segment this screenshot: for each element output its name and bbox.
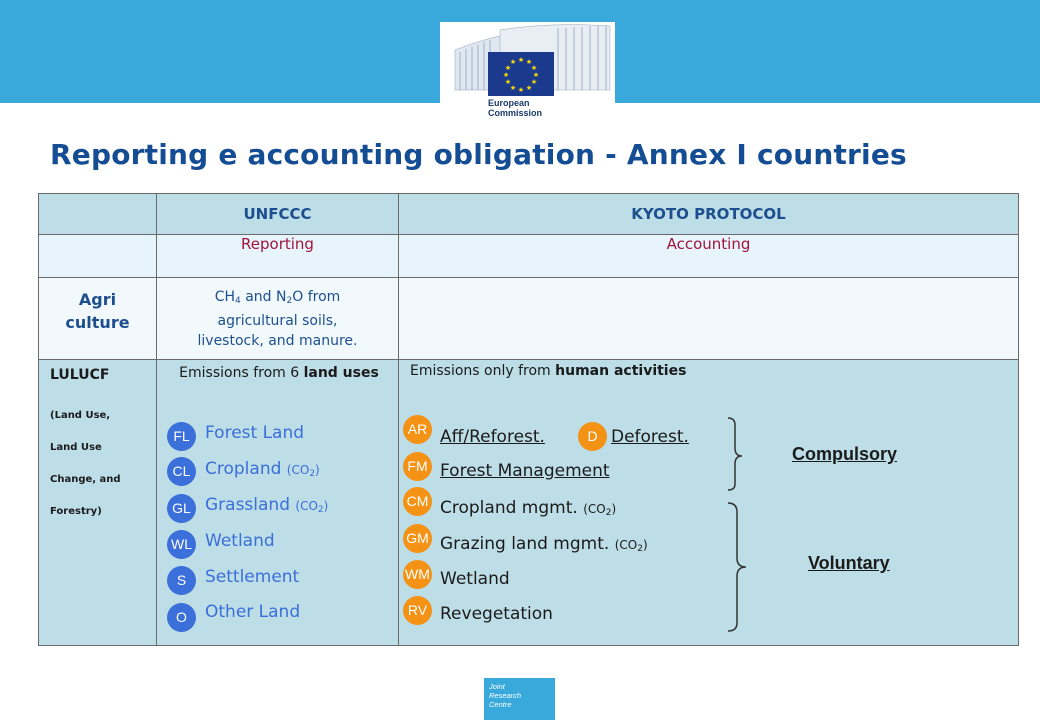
ec-logo-line1: European: [488, 98, 530, 108]
human-activities-heading: Emissions only from human activities: [410, 363, 687, 379]
lulucf-label: LULUCF: [50, 367, 110, 383]
voluntary-label: Voluntary: [808, 553, 890, 573]
badge-fm: FM: [403, 452, 432, 481]
svg-text:★: ★: [517, 86, 525, 94]
badge-d: D: [578, 422, 607, 451]
svg-text:★: ★: [509, 58, 517, 66]
ec-logo-line2: Commission: [488, 108, 543, 118]
land-use-grassland: Grassland $(CO_2)$: [205, 495, 329, 515]
header-unfccc: UNFCCC: [157, 194, 399, 235]
subheader-accounting: Accounting: [399, 235, 1019, 278]
badge-rv: RV: [403, 596, 432, 625]
agriculture-label: Agri culture: [39, 278, 157, 360]
badge-s: S: [167, 566, 196, 595]
land-use-wetland: Wetland: [205, 531, 275, 551]
subheader-reporting: Reporting: [157, 235, 399, 278]
land-use-settlement: Settlement: [205, 567, 300, 587]
badge-fl: FL: [167, 422, 196, 451]
lulucf-sublabel: (Land Use, Land Use Change, and Forestry): [50, 410, 121, 517]
svg-text:★: ★: [530, 64, 538, 72]
svg-text:★: ★: [530, 78, 538, 86]
land-use-cropland: Cropland $(CO_2)$: [205, 459, 320, 479]
svg-text:★: ★: [502, 71, 510, 79]
jrc-logo: Joint Research Centre: [484, 678, 555, 720]
activity-grazing-land-mgmt: Grazing land mgmt. $(CO_2)$: [440, 534, 648, 554]
svg-text:★: ★: [517, 56, 525, 64]
badge-gm: GM: [403, 524, 432, 553]
compulsory-label: Compulsory: [792, 444, 898, 464]
svg-text:★: ★: [509, 84, 517, 92]
svg-text:★: ★: [504, 78, 512, 86]
land-use-forest-land: Forest Land: [205, 423, 305, 443]
activity-deforest: Deforest.: [611, 427, 689, 447]
badge-cl: CL: [167, 457, 196, 486]
activity-wetland: Wetland: [440, 569, 510, 589]
agriculture-reporting-desc: $CH_4$ and $N_2O$ from agricultural soils, livestock, and manure.: [157, 278, 399, 360]
activity-aff-reforest: Aff/Reforest.: [440, 427, 545, 447]
svg-text:★: ★: [504, 64, 512, 72]
activity-forest-management: Forest Management: [440, 461, 610, 481]
land-use-other-land: Other Land: [205, 602, 301, 622]
badge-ar: AR: [403, 415, 432, 444]
svg-text:★: ★: [525, 84, 533, 92]
page-title: Reporting e accounting obligation - Annex I countries: [50, 138, 907, 171]
activity-cropland-mgmt: Cropland mgmt. $(CO_2)$: [440, 498, 617, 518]
svg-text:★: ★: [525, 58, 533, 66]
badge-wl: WL: [167, 530, 196, 559]
badge-o: O: [167, 603, 196, 632]
header-kyoto-protocol: KYOTO PROTOCOL: [399, 194, 1019, 235]
badge-wm: WM: [403, 560, 432, 589]
activity-revegetation: Revegetation: [440, 604, 553, 624]
land-uses-heading: Emissions from 6 land uses: [179, 365, 379, 381]
svg-text:★: ★: [532, 71, 540, 79]
badge-cm: CM: [403, 487, 432, 516]
badge-gl: GL: [167, 494, 196, 523]
